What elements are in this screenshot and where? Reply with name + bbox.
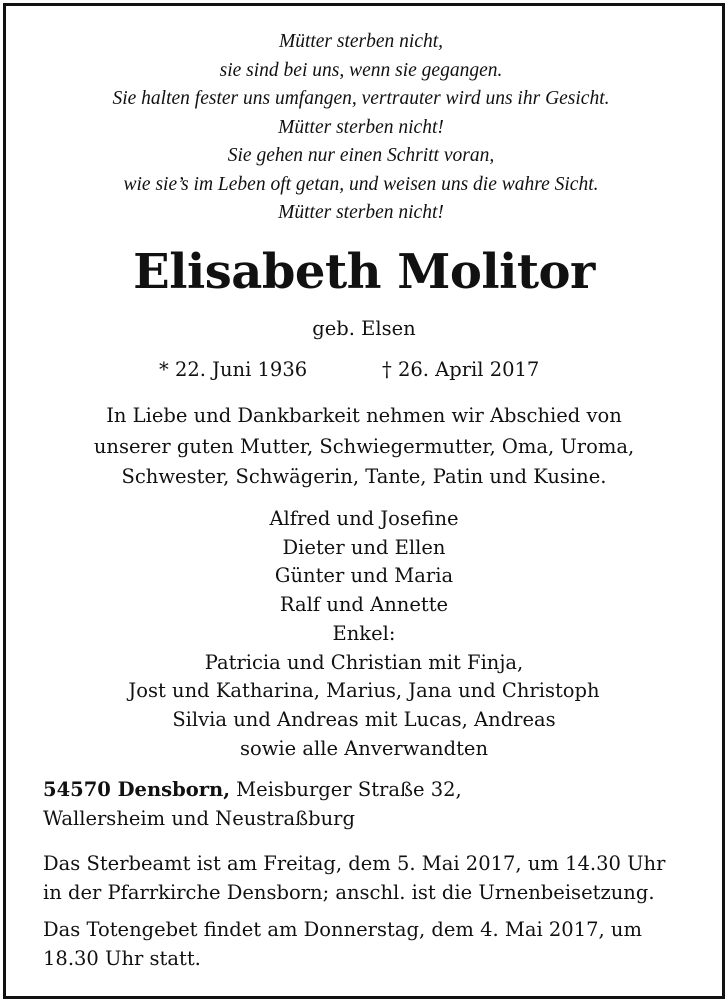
poem-line: Sie gehen nur einen Schritt voran, [227,145,495,166]
prayer-line: 18.30 Uhr statt. [43,947,201,970]
poem [0,28,722,228]
service-line: in der Pfarrkirche Densborn; anschl. ist die Urnenbeisetzung. [43,881,655,904]
farewell-line: In Liebe und Dankbarkeit nehmen wir Abschied von [106,404,622,427]
address-street: Meisburger Straße 32, [229,778,462,801]
address-line2: Wallersheim und Neustraßburg [43,806,355,830]
poem-line: wie sie’s im Leben oft getan, und weisen uns die wahre Sicht. [123,173,599,195]
address-city: 54570 Densborn, [43,778,230,801]
poem-line: sie sind bei uns, wenn sie gegangen. [219,59,503,81]
poem-line: Mütter sterben nicht! [278,116,444,138]
poem-line: Mütter sterben nicht! [278,202,444,223]
farewell-text [0,401,728,493]
mourner-line: sowie alle Anverwandten [239,736,489,760]
death-date: † 26. April 2017 [382,358,540,381]
mourner-line: Ralf und Annette [279,593,449,617]
service-line: Das Sterbeamt ist am Freitag, dem 5. Mai 2017, um 14.30 Uhr [43,852,666,875]
poem-line: Mütter sterben nicht, [278,31,444,52]
mourner-line: Enkel: [332,621,396,645]
deceased-name: Elisabeth Molitor [133,244,595,300]
funeral-service-notice [43,849,665,907]
birth-date: * 22. Juni 1936 [159,358,308,381]
mourner-line: Patricia und Christian mit Finja, [204,650,524,674]
mourner-line: Günter und Maria [274,564,454,588]
prayer-notice [43,915,642,973]
mourner-line: Dieter und Ellen [282,535,446,559]
address-block [43,776,462,833]
mourner-line: Alfred und Josefine [269,507,459,530]
mourner-line: Silvia und Andreas mit Lucas, Andreas [172,707,556,731]
prayer-line: Das Totengebet findet am Donnerstag, dem 4. Mai 2017, um [43,918,642,941]
maiden-name: geb. Elsen [312,317,416,340]
mourners-list [0,505,728,763]
farewell-line: Schwester, Schwägerin, Tante, Patin und Kusine. [121,465,607,488]
farewell-line: unserer guten Mutter, Schwiegermutter, Oma, Uroma, [93,434,635,458]
mourner-line: Jost und Katharina, Marius, Jana und Christoph [128,679,600,703]
poem-line: Sie halten fester uns umfangen, vertrauter wird uns ihr Gesicht. [112,88,610,109]
